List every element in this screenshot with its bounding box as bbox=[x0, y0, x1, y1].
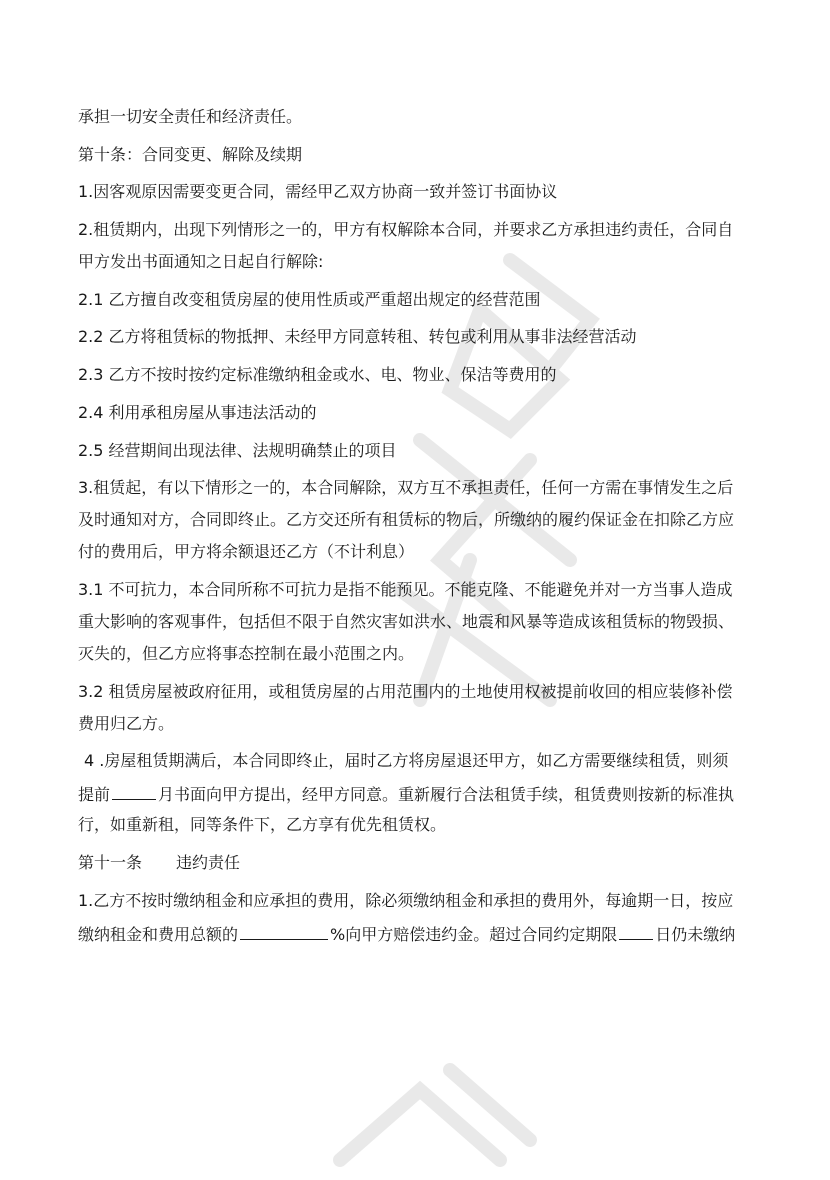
document-body bbox=[78, 106, 768, 944]
text-line: 2.4 利用承租房屋从事违法活动的 bbox=[78, 402, 317, 422]
watermark-graphic-bottom bbox=[300, 1050, 560, 1180]
text-line-with-blank bbox=[78, 922, 768, 944]
text-line-with-blank bbox=[78, 782, 768, 804]
text-line: 2.2 乙方将租赁标的物抵押、未经甲方同意转租、转包或利用从事非法经营活动 bbox=[78, 327, 637, 347]
text-line: 3.2 租赁房屋被政府征用，或租赁房屋的占用范围内的土地使用权被提前收回的相应装修补偿 bbox=[78, 681, 733, 701]
text-line: 1.乙方不按时缴纳租金和应承担的费用，除必须缴纳租金和承担的费用外，每逾期一日，按应 bbox=[78, 890, 734, 910]
text-line: 3.1 不可抗力，本合同所称不可抗力是指不能预见。不能克隆、不能避免并对一方当事人造成 bbox=[78, 579, 733, 599]
text-line: 付的费用后，甲方将余额退还乙方（不计利息） bbox=[78, 542, 415, 562]
text-line: 行，如重新租，同等条件下，乙方享有优先租赁权。 bbox=[78, 815, 447, 835]
text-line: 2.1 乙方擅自改变租赁房屋的使用性质或严重超出规定的经营范围 bbox=[78, 289, 541, 309]
text-segment: 提前 bbox=[78, 785, 111, 805]
fill-in-blank[interactable] bbox=[619, 922, 653, 940]
text-line: 2.租赁期内，出现下列情形之一的，甲方有权解除本合同，并要求乙方承担违约责任，合同自 bbox=[78, 220, 734, 240]
text-line: 重大影响的客观事件，包括但不限于自然灾害如洪水、地震和风暴等造成该租赁标的物毁损、 bbox=[78, 611, 735, 631]
text-line: 2.3 乙方不按时按约定标准缴纳租金或水、电、物业、保洁等费用的 bbox=[78, 365, 557, 385]
text-line: 4 .房屋租赁期满后，本合同即终止，届时乙方将房屋退还甲方，如乙方需要继续租赁，则须 bbox=[84, 751, 729, 771]
text-line: 2.5 经营期间出现法律、法规明确禁止的项目 bbox=[78, 440, 397, 460]
text-line: 及时通知对方，合同即终止。乙方交还所有租赁标的物后，所缴纳的履约保证金在扣除乙方应 bbox=[78, 510, 735, 530]
section-heading: 第十条：合同变更、解除及续期 bbox=[78, 144, 303, 164]
text-segment: 日仍未缴纳 bbox=[655, 924, 736, 944]
text-segment: %向甲方赔偿违约金。超过合同约定期限 bbox=[330, 924, 618, 944]
text-line: 承担一切安全责任和经济责任。 bbox=[78, 107, 303, 126]
section-title: 违约责任 bbox=[176, 852, 241, 872]
text-line: 1.因客观原因需要变更合同，需经甲乙双方协商一致并签订书面协议 bbox=[78, 182, 558, 202]
text-line: 甲方发出书面通知之日起自行解除: bbox=[78, 252, 324, 272]
fill-in-blank[interactable] bbox=[240, 922, 328, 940]
section-heading bbox=[78, 852, 768, 874]
text-segment: 月书面向甲方提出，经甲方同意。重新履行合法租赁手续，租赁费则按新的标准执 bbox=[158, 785, 735, 805]
text-line: 灭失的，但乙方应将事态控制在最小范围之内。 bbox=[78, 643, 415, 663]
section-number: 第十一条 bbox=[78, 852, 143, 872]
text-segment: 缴纳租金和费用总额的 bbox=[78, 924, 239, 944]
text-line: 3.租赁起，有以下情形之一的，本合同解除，双方互不承担责任，任何一方需在事情发生之后 bbox=[78, 478, 734, 498]
fill-in-blank[interactable] bbox=[112, 782, 156, 800]
text-line: 费用归乙方。 bbox=[78, 713, 175, 733]
